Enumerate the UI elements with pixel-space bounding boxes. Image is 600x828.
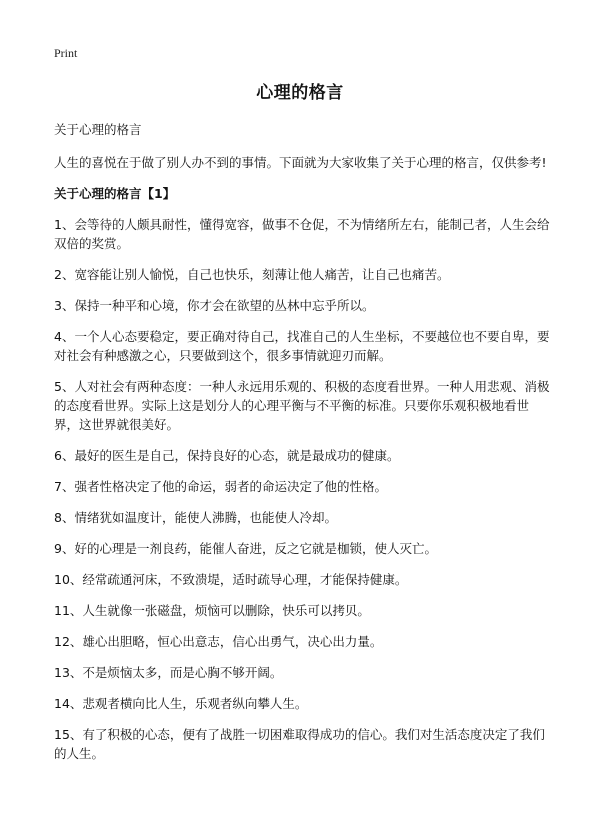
intro-paragraph: 人生的喜悦在于做了别人办不到的事情。下面就为大家收集了关于心理的格言，仅供参考! [54, 155, 547, 170]
list-item: 7、强者性格决定了他的命运，弱者的命运决定了他的性格。 [54, 479, 387, 494]
quote-list [54, 215, 552, 763]
list-item: 13、不是烦恼太多，而是心胸不够开阔。 [54, 665, 283, 680]
list-item: 14、悲观者横向比人生，乐观者纵向攀人生。 [54, 696, 308, 711]
list-item: 4、一个人心态要稳定，要正确对待自己，找准自己的人生坐标，不要越位也不要自卑，要对社会有种感激之心，只要做到这个，很多事情就迎刃而解。 [54, 329, 550, 363]
page-title: 心理的格言 [256, 83, 344, 103]
list-item: 9、好的心理是一剂良药，能催人奋进，反之它就是枷锁，使人灭亡。 [54, 541, 437, 556]
list-item: 5、人对社会有两种态度：一种人永远用乐观的、积极的态度看世界。一种人用悲观、消极的态度看世界。实际上这是划分人的心理平衡与不平衡的标准。只要你乐观积极地看世界，这世界就很美好。 [54, 379, 550, 432]
document-subtitle: 关于心理的格言 [54, 122, 142, 137]
list-item: 3、保持一种平和心境，你才会在欲望的丛林中忘乎所以。 [54, 298, 375, 313]
list-item: 6、最好的医生是自己，保持良好的心态，就是最成功的健康。 [54, 448, 400, 463]
section-heading: 关于心理的格言【1】 [54, 186, 176, 201]
list-item: 12、雄心出胆略，恒心出意志，信心出勇气，决心出力量。 [54, 634, 383, 649]
print-label: Print [54, 46, 78, 60]
list-item: 10、经常疏通河床，不致溃堤，适时疏导心理，才能保持健康。 [54, 572, 408, 587]
list-item: 8、情绪犹如温度计，能使人沸腾，也能使人冷却。 [54, 510, 337, 525]
list-item: 11、人生就像一张磁盘，烦恼可以删除，快乐可以拷贝。 [54, 603, 370, 618]
list-item: 2、宽容能让别人愉悦，自己也快乐，刻薄让他人痛苦，让自己也痛苦。 [54, 267, 450, 282]
document-body [54, 120, 552, 775]
list-item: 15、有了积极的心态，便有了战胜一切困难取得成功的信心。我们对生活态度决定了我们的人生。 [54, 727, 545, 761]
list-item: 1、会等待的人颇具耐性，懂得宽容，做事不仓促，不为情绪所左右，能制己者，人生会给双倍的奖赏。 [54, 217, 550, 251]
